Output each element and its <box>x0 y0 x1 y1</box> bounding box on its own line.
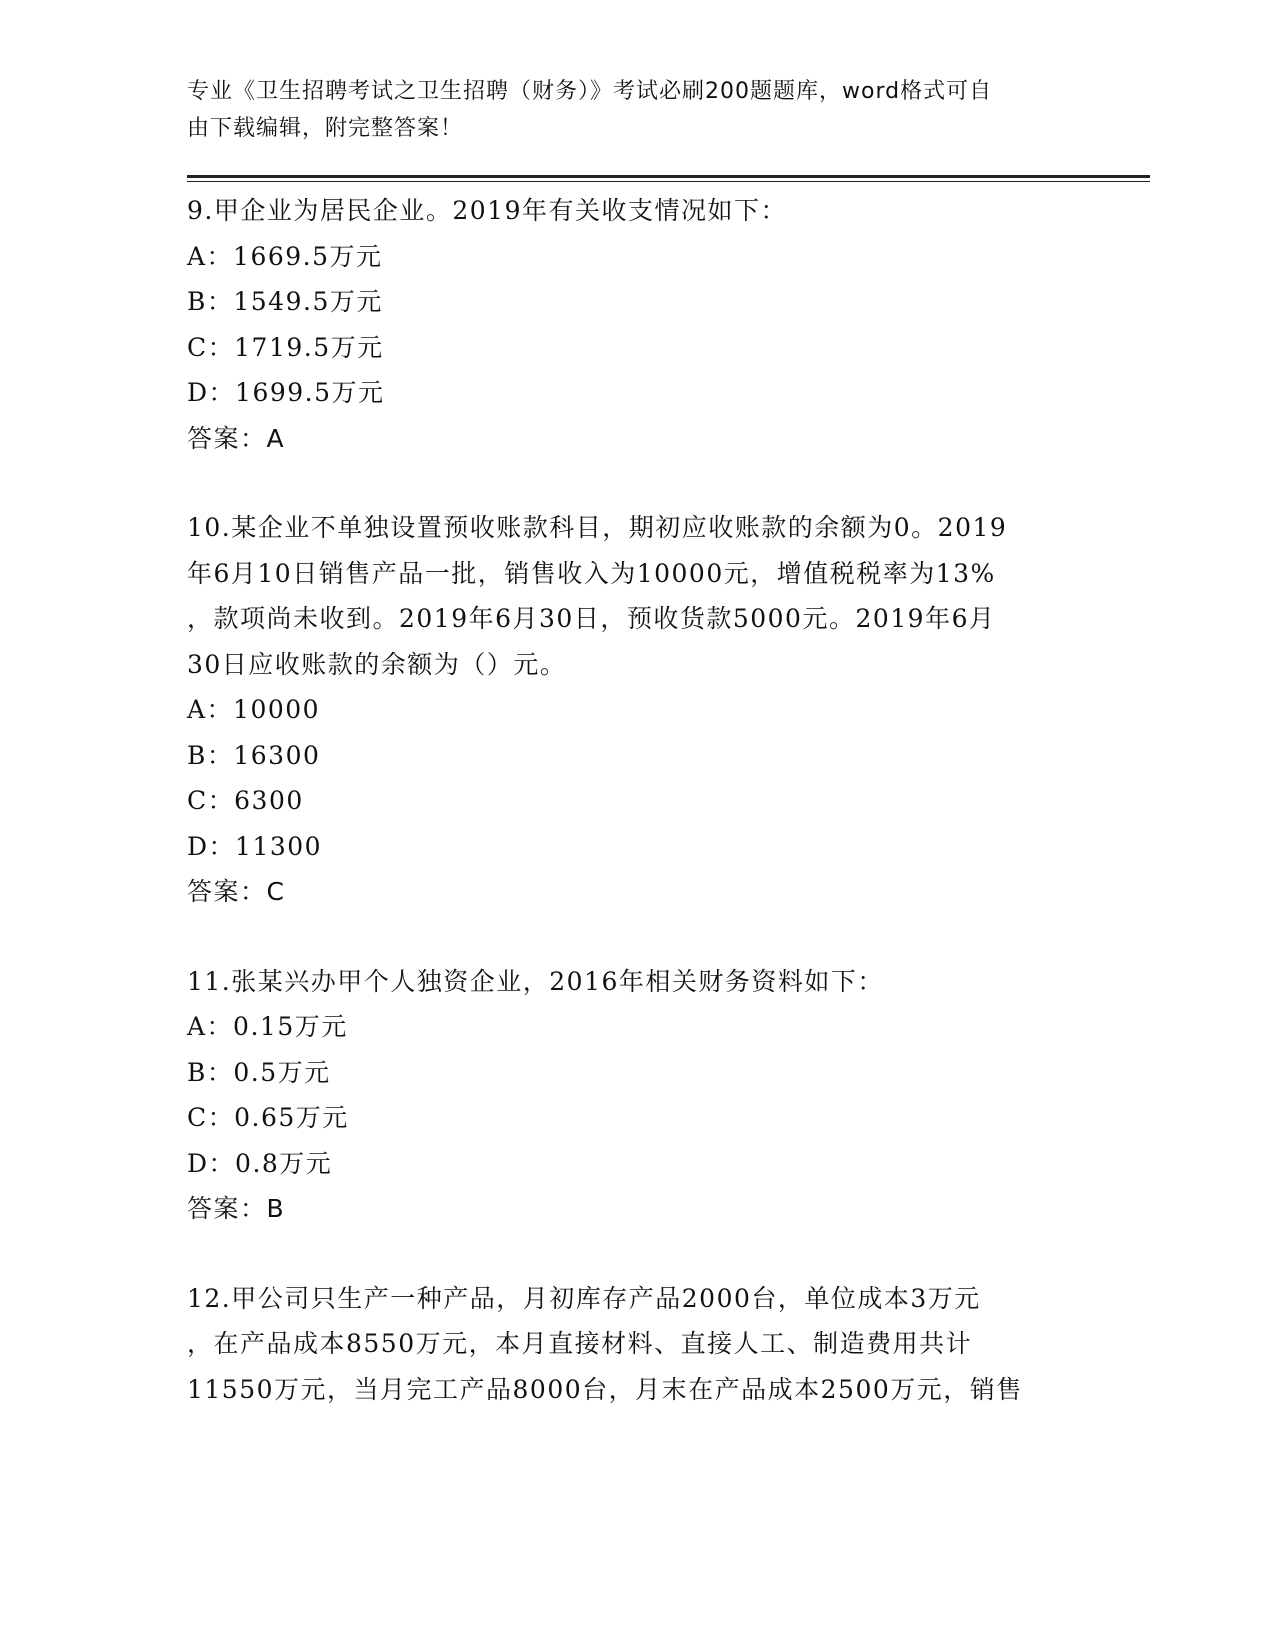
option-b: B：1549.5万元 <box>187 287 383 316</box>
option-a: A：0.15万元 <box>187 1012 348 1041</box>
document-header <box>187 73 1067 147</box>
stem-line: 9.甲企业为居民企业。2019年有关收支情况如下： <box>187 196 787 225</box>
option-a: A：10000 <box>187 695 321 724</box>
option-b: B：0.5万元 <box>187 1057 331 1087</box>
option-c: C：6300 <box>187 786 304 815</box>
answer-line: 答案：A <box>187 423 286 453</box>
option-c: C：0.65万元 <box>187 1103 349 1132</box>
stem-line: ，在产品成本8550万元，本月直接材料、直接人工、制造费用共计 <box>187 1329 973 1358</box>
header-divider-thick <box>187 175 1150 178</box>
question-list <box>187 188 1087 1412</box>
option-c: C：1719.5万元 <box>187 332 384 362</box>
option-d: D：11300 <box>187 831 323 861</box>
answer-line: 答案：C <box>187 877 286 906</box>
stem-line: 10.某企业不单独设置预收账款科目，期初应收账款的余额为0。2019 <box>187 513 1008 542</box>
stem-line: 11550万元，当月完工产品8000台，月末在产品成本2500万元，销售 <box>187 1374 1023 1404</box>
question-12 <box>187 1276 1087 1413</box>
question-9 <box>187 188 1087 461</box>
header-divider-thin <box>187 181 1150 182</box>
question-stem <box>187 959 1087 1005</box>
stem-line: 年6月10日销售产品一批，销售收入为10000元，增值税税率为13% <box>187 558 996 588</box>
stem-line: 30日应收账款的余额为（）元。 <box>187 649 567 679</box>
question-stem <box>187 1276 1087 1413</box>
question-11 <box>187 959 1087 1232</box>
question-10 <box>187 505 1087 915</box>
stem-line: 11.张某兴办甲个人独资企业，2016年相关财务资料如下： <box>187 966 884 996</box>
stem-line: ，款项尚未收到。2019年6月30日，预收货款5000元。2019年6月 <box>187 604 996 633</box>
question-stem <box>187 505 1087 687</box>
stem-line: 12.甲公司只生产一种产品，月初库存产品2000台，单位成本3万元 <box>187 1283 981 1313</box>
answer-line: 答案：B <box>187 1194 286 1223</box>
option-d: D：0.8万元 <box>187 1148 333 1178</box>
option-a: A：1669.5万元 <box>187 241 383 271</box>
option-b: B：16300 <box>187 740 321 770</box>
header-line-1: 专业《卫生招聘考试之卫生招聘（财务）》考试必刷200题题库，word格式可自 <box>187 79 993 104</box>
header-line-2: 由下载编辑，附完整答案！ <box>187 116 464 141</box>
question-stem <box>187 188 1087 234</box>
option-d: D：1699.5万元 <box>187 378 385 407</box>
